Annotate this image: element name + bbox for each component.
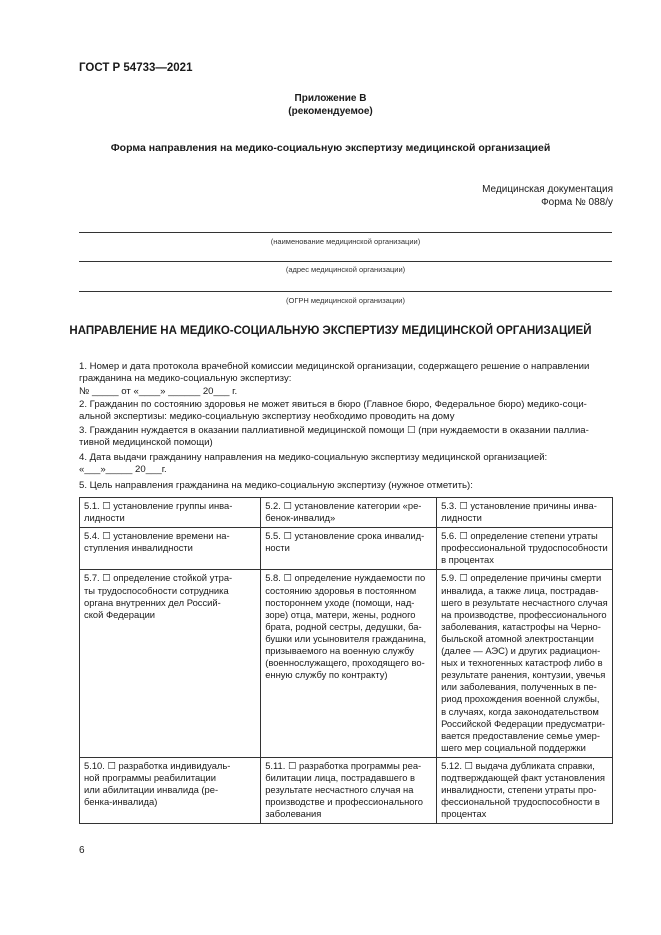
goal-option-text: результате несчастного случая на <box>265 784 414 796</box>
goal-option-text: 5.9. ☐ определение причины смерти <box>441 572 602 584</box>
goal-option[interactable] <box>261 570 437 757</box>
goal-option-text: или заболевания, полученных в пе- <box>441 681 597 693</box>
goal-option-text: процентах <box>441 808 487 820</box>
goal-option-text: 5.7. ☐ определение стойкой утра- <box>84 572 233 584</box>
goal-option[interactable] <box>80 757 261 823</box>
goal-option-text: 5.12. ☐ выдача дубликата справки, <box>441 759 595 771</box>
item-4-line-1: 4. Дата выдачи гражданину направления на медико-социальную экспертизу медицинской организацией: <box>79 452 548 463</box>
goal-option-text: инвалидности, степени утраты про- <box>441 784 597 796</box>
item-3-line-1: 3. Гражданин нуждается в оказании паллиативной медицинской помощи ☐ (при нуждаемости в оказании паллиа- <box>79 425 589 436</box>
org-ogrn-caption: (ОГРН медицинской организации) <box>285 296 405 305</box>
item-1-line-2: гражданина на медико-социальную экспертизу: <box>79 373 292 385</box>
goal-option-text: лидности <box>441 512 482 524</box>
goal-option-text: 5.1. ☐ установление группы инва- <box>84 500 233 511</box>
goal-option-text: ных и техногенных катастроф либо в <box>441 657 603 669</box>
org-address-caption: (адрес медицинской организации) <box>285 265 406 274</box>
document-type <box>482 183 613 209</box>
standard-number: ГОСТ Р 54733—2021 <box>79 62 193 74</box>
goal-option-text: бенок-инвалид» <box>265 512 336 524</box>
appendix-heading <box>0 92 661 118</box>
appendix-title: Приложение В <box>294 93 367 104</box>
goal-option-text: билитации лица, пострадавшего в <box>265 771 415 783</box>
goal-option[interactable] <box>261 528 437 570</box>
goal-option-text: риод прохождения военной службы, <box>441 693 600 705</box>
item-2 <box>79 399 614 424</box>
goal-option-text: (военнослужащего, проходящего во- <box>265 657 425 669</box>
item-1-line-3: № _____ от «____» ______ 20___ г. <box>79 385 238 397</box>
goal-option[interactable] <box>437 498 613 528</box>
goal-option-text: (далее — АЭС) и других радиацион- <box>441 645 601 657</box>
goal-option[interactable] <box>80 570 261 757</box>
org-name-field-line[interactable] <box>79 232 612 233</box>
goal-option-text: призываемого на военную службу <box>265 645 414 657</box>
org-name-caption: (наименование медицинской организации) <box>270 237 421 246</box>
goal-option-text: фессиональной трудоспособности в <box>441 796 600 808</box>
goal-option[interactable] <box>437 757 613 823</box>
goals-table <box>79 497 613 824</box>
goal-option[interactable] <box>80 498 261 528</box>
goal-option-text: 5.4. ☐ установление времени на- <box>84 530 230 542</box>
goal-option-text: зоре) отца, матери, жены, родного <box>265 608 416 620</box>
goal-option-text: брата, родной сестры, дедушки, ба- <box>265 620 422 632</box>
goal-option-text: быльской атомной электростанции <box>441 632 594 644</box>
form-title: Форма направления на медико-социальную экспертизу медицинской организацией <box>110 142 551 154</box>
appendix-status: (рекомендуемое) <box>288 106 373 117</box>
goals-row <box>80 570 613 757</box>
goal-option-text: 5.8. ☐ определение нуждаемости по <box>265 572 426 584</box>
goal-option-text: лидности <box>84 512 125 524</box>
goal-option[interactable] <box>437 570 613 757</box>
goal-option-text: состоянию здоровья в постоянном <box>265 584 417 596</box>
goal-option-text: енную службу по контракту) <box>265 669 388 681</box>
goal-option[interactable] <box>437 528 613 570</box>
doc-type-line-2: Форма № 088/у <box>541 197 613 208</box>
goal-option-text: профессиональной трудоспособности <box>441 542 608 554</box>
item-4 <box>79 452 614 477</box>
goal-option-text: вается предоставление семье умер- <box>441 729 601 741</box>
goal-option-text: ступления инвалидности <box>84 542 193 554</box>
goal-option-text: бушки или усыновителя гражданина, <box>265 632 427 644</box>
goal-option-text: на производстве, профессионального <box>441 608 607 620</box>
doc-type-line-1: Медицинская документация <box>482 184 613 195</box>
goal-option[interactable] <box>261 757 437 823</box>
goal-option-text: в процентах <box>441 554 494 566</box>
goal-option-text: Российской Федерации предусматри- <box>441 717 605 729</box>
goal-option-text: ской Федерации <box>84 608 156 620</box>
item-2-line-2: альной экспертизы: медико-социальную экспертизу необходимо проводить на дому <box>79 411 455 423</box>
goal-option-text: 5.2. ☐ установление категории «ре- <box>265 500 422 511</box>
goal-option-text: ной программы реабилитации <box>84 771 217 783</box>
goals-table-body <box>80 498 613 824</box>
goal-option[interactable] <box>261 498 437 528</box>
goal-option-text: ты трудоспособности сотрудника <box>84 584 229 596</box>
page-number: 6 <box>79 845 85 856</box>
goal-option-text: заболевания, катастрофы на Черно- <box>441 620 601 632</box>
item-2-line-1: 2. Гражданин по состоянию здоровья не может явиться в бюро (Главное бюро, Федеральное бюро) медико-соци- <box>79 399 587 410</box>
item-4-line-2: «___»_____ 20___г. <box>79 464 167 476</box>
goal-option-text: ности <box>265 542 290 554</box>
main-heading: НАПРАВЛЕНИЕ НА МЕДИКО-СОЦИАЛЬНУЮ ЭКСПЕРТИЗУ МЕДИЦИНСКОЙ ОРГАНИЗАЦИЕЙ <box>69 325 592 337</box>
goal-option-text: в случаях, когда законодательством <box>441 705 599 717</box>
goal-option-text: результате ранения, контузии, увечья <box>441 669 606 681</box>
goal-option-text: 5.10. ☐ разработка индивидуаль- <box>84 759 231 771</box>
goal-option[interactable] <box>80 528 261 570</box>
item-5-line-1: 5. Цель направления гражданина на медико-социальную экспертизу (нужное отметить): <box>79 480 473 491</box>
goal-option-text: постороннем уходе (помощи, над- <box>265 596 415 608</box>
goal-option-text: подтверждающей факт установления <box>441 771 605 783</box>
goal-option-text: заболевания <box>265 808 322 820</box>
goal-option-text: или абилитации инвалида (ре- <box>84 784 219 796</box>
goal-option-text: производстве и профессионального <box>265 796 423 808</box>
goals-row <box>80 498 613 528</box>
item-3 <box>79 425 614 450</box>
goal-option-text: шего в результате несчастного случая <box>441 596 608 608</box>
item-3-line-2: тивной медицинской помощи) <box>79 437 213 449</box>
goals-row <box>80 528 613 570</box>
goal-option-text: бенка-инвалида) <box>84 796 158 808</box>
goal-option-text: 5.3. ☐ установление причины инва- <box>441 500 597 511</box>
goal-option-text: шего мер социальной поддержки <box>441 741 586 753</box>
goals-row <box>80 757 613 823</box>
goal-option-text: 5.11. ☐ разработка программы реа- <box>265 759 422 771</box>
goal-option-text: 5.6. ☐ определение степени утраты <box>441 530 598 542</box>
org-address-field-line[interactable] <box>79 261 612 262</box>
goal-option-text: органа внутренних дел Россий- <box>84 596 221 608</box>
item-5 <box>79 480 614 492</box>
item-1 <box>79 361 614 398</box>
org-ogrn-field-line[interactable] <box>79 291 612 292</box>
item-1-line-1: 1. Номер и дата протокола врачебной комиссии медицинской организации, содержащего решение о направлении <box>79 361 590 372</box>
goal-option-text: 5.5. ☐ установление срока инвалид- <box>265 530 425 542</box>
goal-option-text: инвалида, а также лица, пострадав- <box>441 584 599 596</box>
